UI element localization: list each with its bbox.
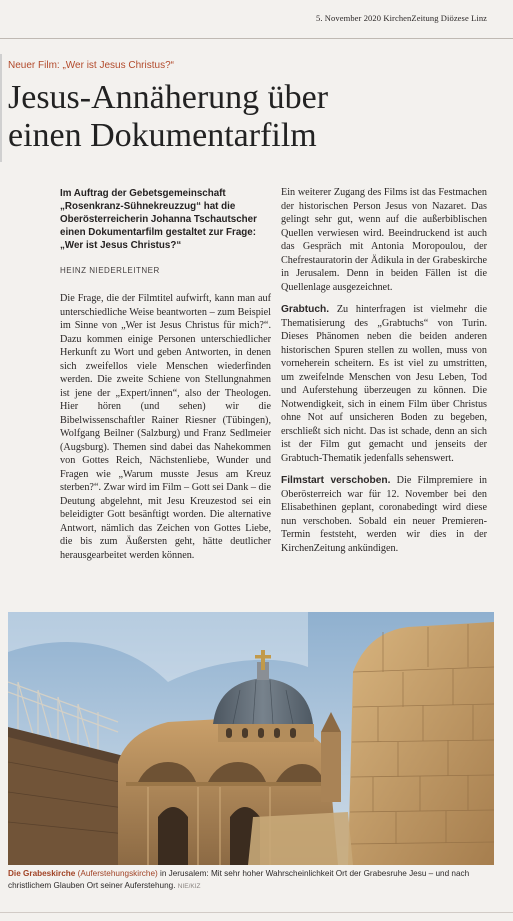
caption-parenthetical: (Auferstehungskirche) bbox=[77, 869, 158, 878]
article-column-2 bbox=[281, 186, 487, 564]
headline-line-2: einen Dokumentarfilm bbox=[8, 117, 317, 154]
column2-paragraph-2-text: Zu hinterfragen ist vielmehr die Thematisierung des „Grabtuchs“ von Turin. Dieses Phänomen neben die beiden anderen historischen Spuren stellen zu wollen, muss von vorneherein scheitern. Es ist viel zu umstritten, um zweifelnde Menschen von Jesu Leben, Tod und Auferstehung überzeugen zu können. Die Notwendigkeit, sich in einem Film über Christus ohne Not auf unsicheren Boden zu begeben, erschließt sich nicht. Das ist schade, denn an sich ist der Film gut gemacht und jenseits der Grabtuch-Thematik jedenfalls sehenswert. bbox=[281, 304, 488, 464]
grabeskirche-image bbox=[8, 612, 494, 865]
column2-paragraph-3 bbox=[281, 474, 487, 555]
column1-paragraph-1: Die Frage, die der Filmtitel aufwirft, kann man auf unterschiedliche Weise beantworten – zum Beispiel im Sinne von „Wer ist Jesus Christus für mich?“. Dazu kommen einige Personen unterschiedlicher Herkunft zu Wort und geben Antworten, in denen sich zweifellos viele Menschen wiederfinden werden. Die zweite Schiene von Stellungnahmen ist jene der „Expert/innen“, also der Theologen. Hier hören (und sehen) wir die Bibelwissenschaftler Rainer Riesner (Tübingen), Wolfgang Beilner (Salzburg) und Franz Sedlmeier (Augsburg). Themen sind dabei das Nahekommen von Gottes Reich, Nächstenliebe, Wunder und Fragen wie „Warum musste Jesus am Kreuz sterben?“. Zwar wird im Film – Gott sei Dank – die Deutung abgelehnt, mit Jesu Kreuzestod sei ein beleidigter Gott besänftigt worden. Die alternative Antwort, nämlich das Zeichen von Gottes Liebe, die bis zum Äußersten geht, hätte deutlicher herausgearbeitet werden können. bbox=[60, 293, 271, 561]
article-column-1 bbox=[60, 292, 271, 571]
article-lead: Im Auftrag der Gebetsgemeinschaft „Rosenkranz-Sühnekreuzzug“ hat die Oberösterreicherin Johanna Tschautscher einen Dokumentarfilm gestaltet zur Frage: „Wer ist Jesus Christus?“ bbox=[60, 188, 257, 251]
column2-paragraph-2 bbox=[281, 303, 487, 465]
church-photo bbox=[8, 612, 494, 865]
footer-rule bbox=[0, 912, 513, 913]
subheading-filmstart: Filmstart verschoben. bbox=[281, 475, 391, 486]
column2-paragraph-1: Ein weiterer Zugang des Films ist das Festmachen der historischen Person Jesus von Nazaret. Das gelingt sehr gut, wenn auf die außerbiblischen Quellen verwiesen wird. Beeindruckend ist auch das Gespräch mit Antonia Moropoulou, der Chefrestauratorin der Ädikula in der Grabeskirche in Jerusalem. Denn in beiden Fällen ist die Quellenlage ausgezeichnet. bbox=[281, 187, 487, 293]
photo-credit: NIE/KIZ bbox=[177, 883, 201, 890]
caption-lead: Die Grabeskirche bbox=[8, 869, 76, 878]
margin-bar bbox=[0, 54, 2, 162]
article-kicker: Neuer Film: „Wer ist Jesus Christus?“ bbox=[8, 60, 174, 71]
photo-caption bbox=[8, 868, 503, 893]
article-author: HEINZ NIEDERLEITNER bbox=[60, 266, 160, 275]
page-header: 5. November 2020 KirchenZeitung Diözese Linz bbox=[316, 13, 488, 23]
headline-line-1: Jesus-Annäherung über bbox=[8, 79, 329, 116]
subheading-grabtuch: Grabtuch. bbox=[281, 304, 330, 315]
caption-text: in Jerusalem: Mit sehr hoher Wahrscheinlichkeit Ort der Grabesruhe Jesu – und nach christlichem Glauben Ort seiner Auferstehung. bbox=[8, 869, 470, 890]
header-rule bbox=[0, 38, 513, 39]
article-headline bbox=[8, 79, 503, 155]
column2-paragraph-3-text: Die Filmpremiere in Oberösterreich war für 12. November bei den Elisabethinen geplant, coronabedingt wird diese nun verschoben. Sobald ein neuer Premieren-Termin feststeht, werden wir dies in der KirchenZeitung ankündigen. bbox=[281, 475, 487, 554]
